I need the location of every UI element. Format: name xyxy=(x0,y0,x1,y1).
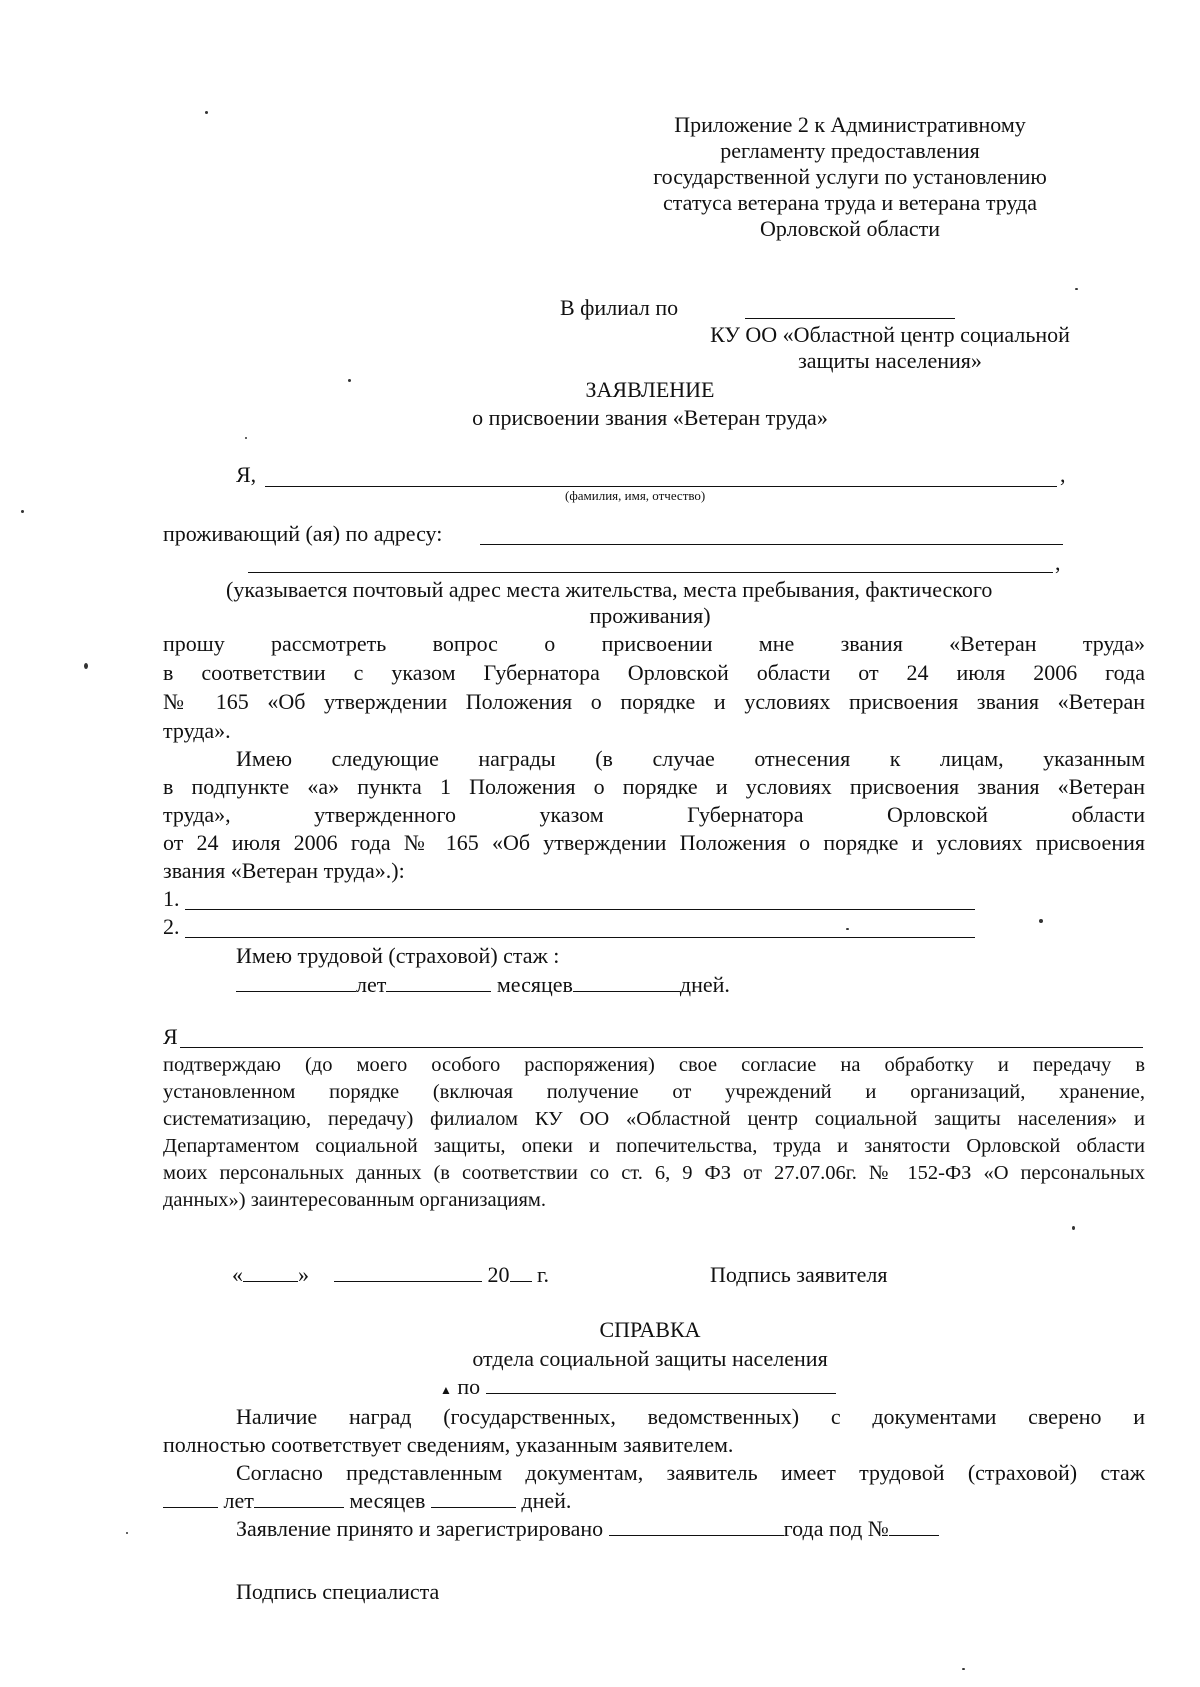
experience-days-field[interactable] xyxy=(573,973,680,992)
scan-speck xyxy=(21,510,24,513)
date-year: 20 xyxy=(487,1262,510,1287)
registration-number-field[interactable] xyxy=(889,1517,939,1536)
awards-line-5: звания «Ветеран труда».): xyxy=(163,858,405,883)
applicant-name-field[interactable] xyxy=(265,486,1057,487)
certificate-months-label: месяцев xyxy=(349,1488,426,1513)
certificate-experience-row xyxy=(163,1488,571,1514)
scan-speck xyxy=(846,928,849,930)
org-line-2: защиты населения» xyxy=(798,348,982,373)
consent-line-4: Департаментом социальной защиты, опеки и попечительства, труда и занятости Орловской области xyxy=(163,1135,1145,1157)
certificate-po-row xyxy=(440,1374,836,1403)
award-item-1-field[interactable] xyxy=(185,909,975,910)
address-hint-line-2: проживания) xyxy=(589,603,711,628)
consent-line-6: данных») заинтересованным организациям. xyxy=(163,1189,547,1211)
consent-line-5: моих персональных данных (в соответствии со ст. 6, 9 ФЗ от 27.07.06г. № 152-ФЗ «О персональных xyxy=(163,1162,1145,1184)
award-item-1-label: 1. xyxy=(163,886,180,911)
address-comma: , xyxy=(1055,550,1061,575)
request-line-3: № 165 «Об утверждении Положения о порядке и условиях присвоения звания «Ветеран xyxy=(163,689,1145,714)
scan-speck xyxy=(1072,1226,1075,1230)
experience-months-label: месяцев xyxy=(496,972,573,997)
branch-blank[interactable] xyxy=(745,318,955,319)
quote-open: « xyxy=(232,1262,243,1287)
scan-speck xyxy=(84,663,88,669)
branch-prefix: В филиал по xyxy=(560,295,679,320)
certificate-po-field[interactable] xyxy=(486,1375,836,1394)
registration-year-label: года под № xyxy=(783,1516,889,1541)
scan-speck xyxy=(962,1668,965,1670)
request-line-2: в соответствии с указом Губернатора Орловской области от 24 июля 2006 года xyxy=(163,660,1145,685)
awards-line-2: в подпункте «а» пункта 1 Положения о порядке и условиях присвоения звания «Ветеран xyxy=(163,774,1145,799)
registration-row xyxy=(236,1516,939,1542)
certificate-para1-line2: полностью соответствует сведениям, указанным заявителем. xyxy=(163,1432,734,1457)
scan-speck xyxy=(245,437,247,439)
applicant-i-label: Я, xyxy=(236,462,257,487)
quote-close: » xyxy=(298,1262,309,1287)
appendix-line-3: государственной услуги по установлению xyxy=(653,164,1047,189)
experience-years-field[interactable] xyxy=(236,973,356,992)
document-title: ЗАЯВЛЕНИЕ xyxy=(585,377,715,402)
date-month-field[interactable] xyxy=(334,1263,482,1282)
request-line-4: труда». xyxy=(163,718,231,743)
consent-line-1: подтверждаю (до моего особого распоряжения) свое согласие на обработку и передачу в xyxy=(163,1054,1145,1076)
address-field-2[interactable] xyxy=(248,572,1053,573)
appendix-line-1: Приложение 2 к Административному xyxy=(674,112,1026,137)
document-subtitle: о присвоении звания «Ветеран труда» xyxy=(472,405,828,430)
experience-years-label: лет xyxy=(356,972,387,997)
date-year-field[interactable] xyxy=(510,1263,532,1282)
request-line-1: прошу рассмотреть вопрос о присвоении мне звания «Ветеран труда» xyxy=(163,631,1145,656)
experience-label: Имею трудовой (страховой) стаж : xyxy=(236,943,560,968)
org-line-1: КУ ОО «Областной центр социальной xyxy=(710,322,1070,347)
certificate-para1-line1: Наличие наград (государственных, ведомственных) с документами сверено и xyxy=(236,1404,1145,1429)
scan-speck xyxy=(205,111,208,114)
scan-speck xyxy=(126,1532,128,1534)
certificate-para2-line1: Согласно представленным документам, заявитель имеет трудовой (страховой) стаж xyxy=(236,1460,1145,1485)
consent-i-label: Я xyxy=(163,1024,178,1049)
appendix-line-4: статуса ветерана труда и ветерана труда xyxy=(663,190,1037,215)
certificate-months-field[interactable] xyxy=(254,1489,344,1508)
award-item-2-label: 2. xyxy=(163,914,180,939)
certificate-years-label: лет xyxy=(223,1488,254,1513)
certificate-title: СПРАВКА xyxy=(599,1317,701,1342)
awards-line-1: Имею следующие награды (в случае отнесения к лицам, указанным xyxy=(236,746,1145,771)
award-item-2-field[interactable] xyxy=(185,937,975,938)
certificate-subtitle: отдела социальной защиты населения xyxy=(472,1346,828,1371)
specialist-signature-label: Подпись специалиста xyxy=(236,1579,440,1604)
bullet-icon: ▲ xyxy=(440,1383,452,1397)
scan-speck xyxy=(1075,288,1078,290)
address-field-1[interactable] xyxy=(480,544,1063,545)
registration-date-field[interactable] xyxy=(609,1517,784,1536)
appendix-line-5: Орловской области xyxy=(760,216,940,241)
experience-months-field[interactable] xyxy=(386,973,491,992)
date-row xyxy=(232,1262,549,1288)
name-hint: (фамилия, имя, отчество) xyxy=(565,488,706,503)
scan-speck xyxy=(1039,919,1043,923)
date-year-suffix: г. xyxy=(537,1262,550,1287)
consent-line-2: установленном порядке (включая получение от учреждений и организаций, хранение, xyxy=(163,1081,1145,1103)
consent-line-3: систематизацию, передачу) филиалом КУ ОО «Областной центр социальной защиты населения» и xyxy=(163,1108,1145,1130)
awards-line-3: труда», утвержденного указом Губернатора Орловской области xyxy=(163,802,1145,827)
awards-line-4: от 24 июля 2006 года № 165 «Об утверждении Положения о порядке и условиях присвоения xyxy=(163,830,1145,855)
certificate-days-field[interactable] xyxy=(431,1489,516,1508)
address-hint-line-1: (указывается почтовый адрес места жительства, места пребывания, фактического xyxy=(226,577,993,602)
certificate-years-field[interactable] xyxy=(163,1489,218,1508)
appendix-line-2: регламенту предоставления xyxy=(720,138,980,163)
date-day-field[interactable] xyxy=(243,1263,298,1282)
experience-days-label: дней. xyxy=(679,972,730,997)
registered-label: Заявление принято и зарегистрировано xyxy=(236,1516,604,1541)
address-label: проживающий (ая) по адресу: xyxy=(163,521,443,546)
applicant-signature-label: Подпись заявителя xyxy=(710,1262,888,1287)
certificate-days-label: дней. xyxy=(521,1488,572,1513)
certificate-po: по xyxy=(457,1374,481,1399)
scan-speck xyxy=(348,379,351,382)
consent-name-field[interactable] xyxy=(180,1047,1143,1048)
experience-row xyxy=(236,972,730,998)
applicant-name-comma: , xyxy=(1060,462,1066,487)
